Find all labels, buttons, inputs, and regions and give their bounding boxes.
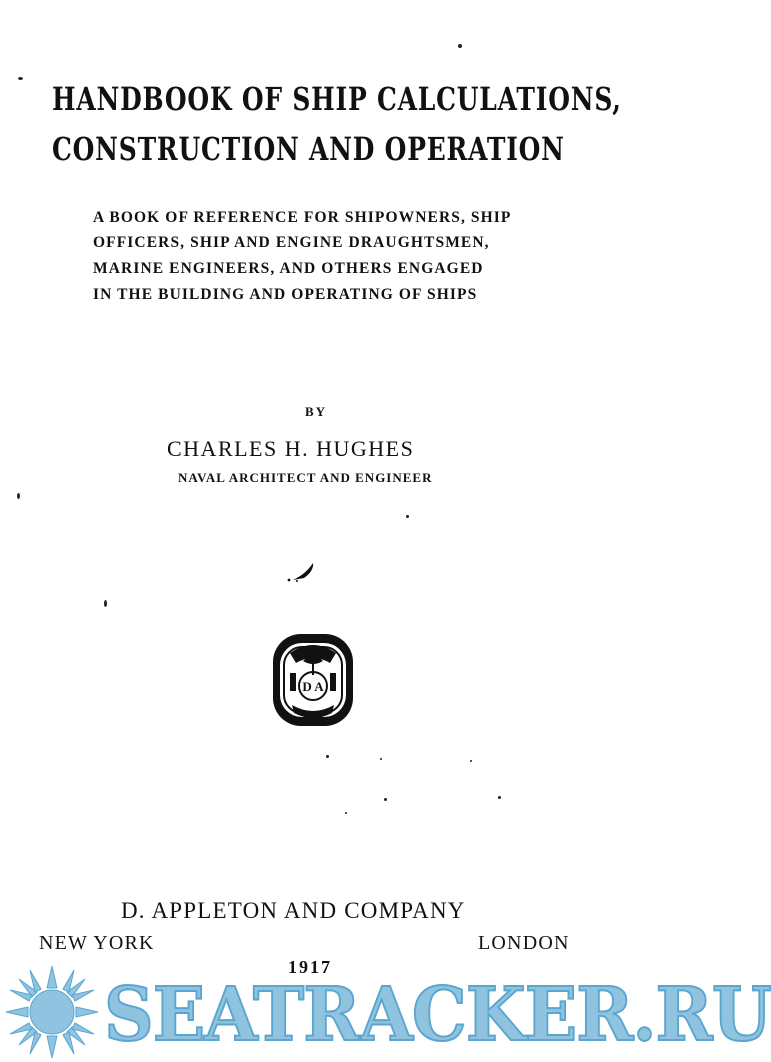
scan-speck — [104, 600, 107, 607]
city-new-york: NEW YORK — [39, 932, 155, 954]
publisher-seal-icon — [270, 631, 356, 729]
emblem-monogram: D A — [302, 679, 324, 694]
scan-speck — [326, 755, 329, 758]
scan-speck — [406, 515, 409, 518]
title-line-1: HANDBOOK OF SHIP CALCULATIONS, — [52, 80, 622, 118]
ink-mark-icon — [283, 560, 323, 586]
city-london: LONDON — [478, 932, 570, 954]
sun-icon — [0, 960, 104, 1062]
subtitle-line-1: A BOOK OF REFERENCE FOR SHIPOWNERS, SHIP — [93, 209, 512, 226]
scan-speck — [458, 44, 462, 48]
subtitle-line-2: OFFICERS, SHIP AND ENGINE DRAUGHTSMEN, — [93, 234, 490, 251]
watermark-text: SEATRACKER.RU — [104, 972, 771, 1058]
subtitle-line-4: IN THE BUILDING AND OPERATING OF SHIPS — [93, 286, 478, 303]
by-label: BY — [305, 404, 328, 419]
title-line-2: CONSTRUCTION AND OPERATION — [52, 130, 565, 168]
scan-speck — [18, 77, 23, 80]
scan-speck — [380, 758, 382, 760]
scan-speck — [470, 760, 472, 762]
scan-speck — [17, 493, 20, 499]
publication-year: 1917 — [288, 957, 332, 977]
scan-speck — [498, 796, 501, 799]
scan-speck — [384, 798, 387, 801]
scan-speck — [345, 812, 347, 814]
author-name: CHARLES H. HUGHES — [167, 436, 415, 461]
author-role: NAVAL ARCHITECT AND ENGINEER — [178, 470, 433, 485]
publisher-name: D. APPLETON AND COMPANY — [121, 898, 466, 923]
subtitle-line-3: MARINE ENGINEERS, AND OTHERS ENGAGED — [93, 260, 484, 277]
